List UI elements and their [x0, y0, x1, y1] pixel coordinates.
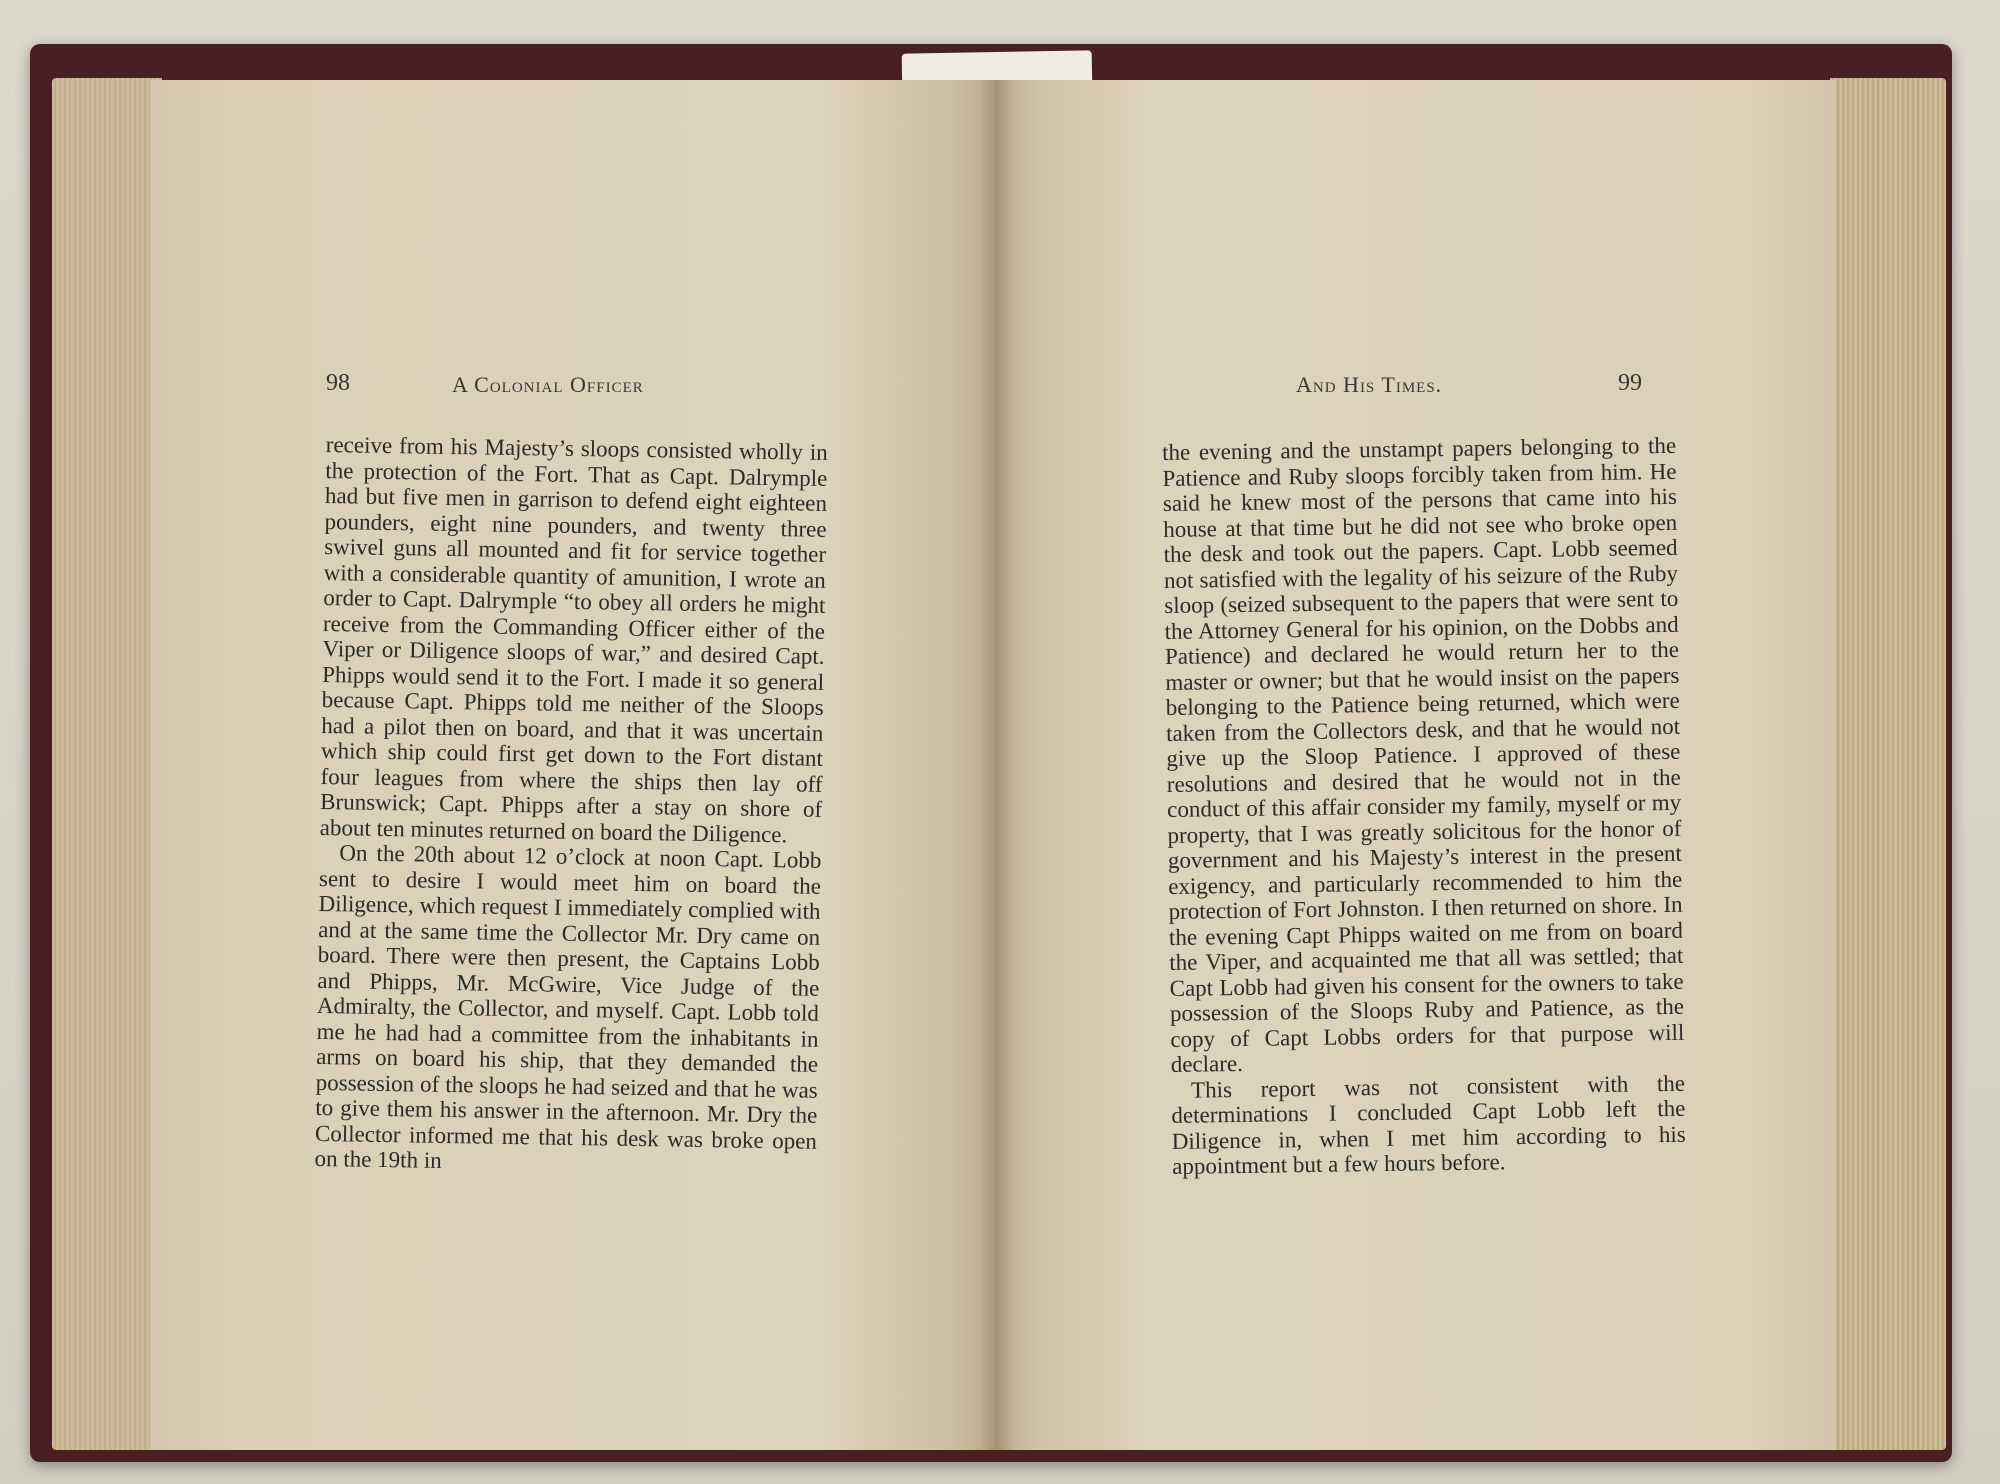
right-page-text	[1162, 433, 1686, 1180]
left-paragraph-1: receive from his Majesty’s sloops consisted wholly in the protection of the Fort. That as Capt. Dalrymple had but five men in garrison to defend eight eighteen pounders, eight nine pounders, and twenty three swivel guns all mounted and fit for service together with a considerable quantity of amunition, I wrote an order to Capt. Dalrymple “to obey all orders he might receive from the Commanding Officer either of the Viper or Diligence sloops of war,” and desired Capt. Phipps would send it to the Fort. I made it so general because Capt. Phipps told me neither of the Sloops had a pilot then on board, and that it was uncertain which ship could first get down to the Fort distant four leagues from where the ships then lay off Brunswick; Capt. Phipps after a stay on shore of about ten minutes returned on board the Diligence.	[319, 432, 828, 847]
gutter-shadow	[980, 80, 1014, 1450]
right-paragraph-2: This report was not consistent with the determinations I concluded Capt Lobb left the Diligence in, when I met him according to his appointment but a few hours before.	[1171, 1070, 1686, 1179]
right-running-head: And His Times.	[1296, 372, 1443, 397]
right-page-number: 99	[1618, 370, 1642, 396]
left-running-head: A Colonial Officer	[452, 372, 644, 397]
right-paragraph-1: the evening and the unstampt papers belonging to the Patience and Ruby sloops forcibly taken from him. He said he knew most of the persons that came into his house at that time but he did not see who broke open the desk and took out the papers. Capt. Lobb seemed not satisfied with the legality of his seizure of the Ruby sloop (seized subsequent to the papers that were sent to the Attorney General for his opinion, on the Dobbs and Patience) and declared he would return her to the master or owner; but that he would insist on the papers belonging to the Patience being returned, which were taken from the Collectors desk, and that he would not give up the Sloop Patience. I approved of these resolutions and desired that he would not in the conduct of this affair consider my family, myself or my property, that I was greatly solicitous for the honor of government and his Majesty’s interest in the present exigency, and particularly recommended to him the protection of Fort Johnston. I then returned on shore. In the evening Capt Phipps waited on me from on board the Viper, and acquainted me that all was settled; that Capt Lobb had given his consent for the owners to take possession of the Sloops Ruby and Patience, as the copy of Capt Lobbs orders for that purpose will declare.	[1162, 432, 1685, 1077]
right-page	[996, 80, 1836, 1450]
left-page	[150, 80, 996, 1450]
left-page-number: 98	[326, 370, 350, 396]
page-edges-left	[52, 78, 162, 1450]
left-page-text	[314, 432, 828, 1179]
left-paragraph-2: On the 20th about 12 o’clock at noon Capt. Lobb sent to desire I would meet him on board the Diligence, which request I immediately complied with and at the same time the Collector Mr. Dry came on board. There were then present, the Captains Lobb and Phipps, Mr. McGwire, Vice Judge of the Admiralty, the Collector, and myself. Capt. Lobb told me he had had a committee from the inhabitants in arms on board his ship, that they demanded the possession of the sloops he had seized and that he was to give them his answer in the afternoon. Mr. Dry the Collector informed me that his desk was broke open on the 19th in	[314, 840, 822, 1173]
page-edges-right	[1830, 78, 1946, 1450]
